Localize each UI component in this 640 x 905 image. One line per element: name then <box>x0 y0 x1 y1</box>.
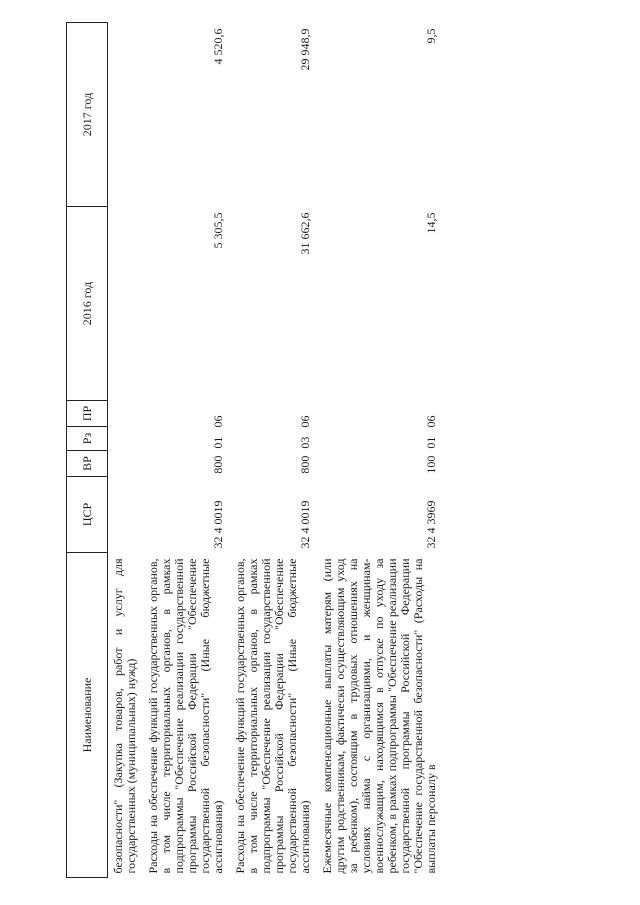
row-codes <box>321 401 447 553</box>
row-csr: 32 4 0019 <box>298 500 312 549</box>
row-rz: 03 <box>298 436 312 449</box>
header-csr: ЦСР <box>67 477 108 553</box>
rotated-page <box>66 23 586 878</box>
row-2016: 5 305,5 <box>211 212 225 249</box>
row-2016 <box>108 207 148 401</box>
row-name: Расходы на обеспечение функций государственных органов, в том числе территориальных органов, в рамках подпрограммы "Обеспечение реализации государственной программы Российской Федерации "Обеспечение государственной безопасности" (Иные бюджетные ассигнования) <box>233 558 312 874</box>
row-codes <box>108 401 148 553</box>
row-vr: 100 <box>424 455 438 474</box>
header-2017: 2017 год <box>67 23 108 207</box>
row-pr: 06 <box>424 415 438 428</box>
row-vr: 800 <box>211 455 225 474</box>
header-pr: ПР <box>67 401 108 427</box>
table-row <box>108 23 148 878</box>
row-2017: 29 948,9 <box>298 28 312 71</box>
table-header-row <box>67 23 108 878</box>
row-codes <box>234 401 321 553</box>
row-2016: 31 662,6 <box>298 212 312 255</box>
row-pr: 06 <box>298 415 312 428</box>
row-vr: 800 <box>298 455 312 474</box>
table-row <box>234 23 321 878</box>
row-2017 <box>108 23 148 207</box>
row-rz: 01 <box>211 436 225 449</box>
row-codes <box>147 401 234 553</box>
row-2017: 4 520,6 <box>211 28 225 65</box>
row-name: Расходы на обеспечение функций государственных органов, в том числе территориальных органов, в рамках подпрограммы "Обеспечение реализации государственной программы Российской Федерации "Обеспечение государственной безопасности" (Иные бюджетные ассигнования) <box>146 558 225 874</box>
row-name: Ежемесячные компенсационные выплаты матерям (или другим родственникам, фактически осуществляющим уход за ребенком), состоящим в трудовых отношениях на условиях найма с организациями, и женщинам-военнослужащим, находящимся в отпуске по уходу за ребенком, в рамках подпрограммы "Обеспечение реализации государственной программы Российской Федерации "Обеспечение государственной безопасности" (Расходы на выплаты персоналу в <box>320 558 438 874</box>
table-row <box>147 23 234 878</box>
row-2017: 9,5 <box>424 28 438 44</box>
row-rz: 01 <box>424 436 438 449</box>
row-csr: 32 4 3969 <box>424 500 438 549</box>
header-rz: Рз <box>67 427 108 451</box>
budget-table <box>66 22 447 878</box>
row-csr: 32 4 0019 <box>211 500 225 549</box>
header-2016: 2016 год <box>67 207 108 401</box>
header-vr: ВР <box>67 451 108 477</box>
row-2016: 14,5 <box>424 212 438 234</box>
row-pr: 06 <box>211 415 225 428</box>
row-name: безопасности" (Закупка товаров, работ и услуг для государственных (муниципальных) нужд) <box>111 558 138 874</box>
table-row <box>321 23 447 878</box>
header-name: Наименование <box>67 553 108 878</box>
